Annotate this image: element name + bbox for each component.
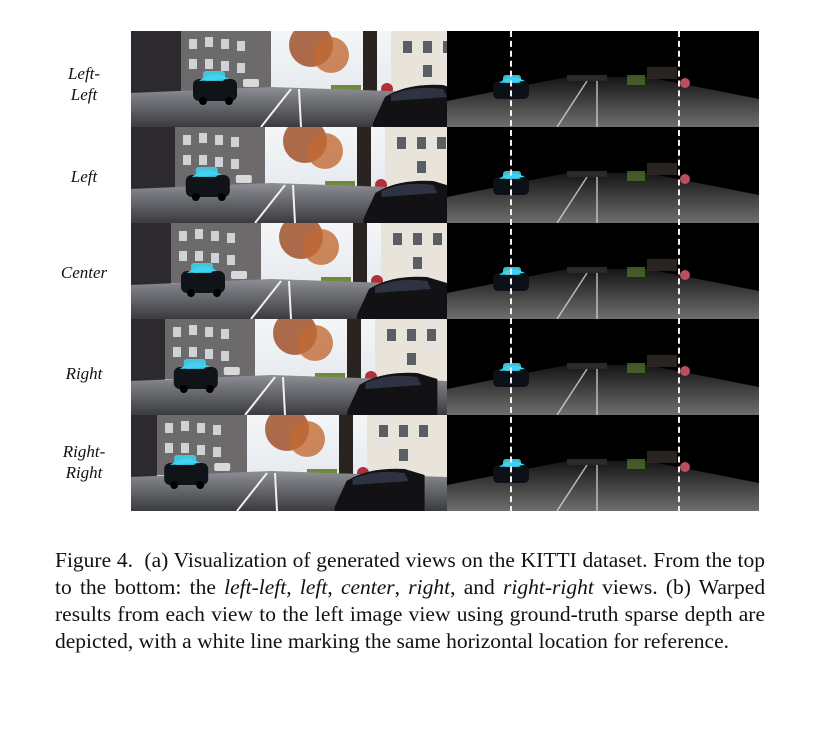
warped-result-right (447, 319, 759, 415)
row-label-right: Right (65, 364, 103, 383)
generated-view-right (131, 319, 447, 415)
warped-result-right-right (447, 415, 759, 511)
caption-view-center: center (340, 575, 395, 599)
row-label-right-right: Right- Right (62, 442, 106, 482)
row-label-center: Center (60, 263, 108, 282)
row-label-left: Left (70, 167, 98, 186)
caption-part-b: views. (b) Warped results from each view to the left image view using ground-truth sparse depth are depicted, with a white line marking the same horizontal location for reference. (55, 575, 766, 653)
generated-view-center (131, 223, 447, 319)
caption-view-right: right (408, 575, 451, 599)
generated-view-left (131, 127, 447, 223)
generated-view-right-right (131, 415, 447, 511)
warped-result-left-left (447, 31, 759, 127)
caption-view-left-left: left-left (224, 575, 287, 599)
figure-number: Figure 4. (55, 548, 133, 572)
figure-caption: Figure 4. (a) Visualization of generated views on the KITTI dataset. From the top to the bottom: the left-left, left, center, right, and right-right views. (b) Warped results from each view to the left image view using ground-truth sparse depth are depicted, with a white line marking the same horizontal location for reference. (55, 548, 766, 653)
caption-view-right-right: right-right (503, 575, 594, 599)
generated-view-left-left (131, 31, 447, 127)
row-label-left-left: Left- Left (67, 64, 101, 104)
reference-line-left (510, 31, 512, 512)
warped-result-left (447, 127, 759, 223)
reference-line-right (678, 31, 680, 512)
caption-view-left: left (299, 575, 328, 599)
warped-result-center (447, 223, 759, 319)
caption-part-a: (a) Visualization of generated views on the KITTI dataset. From the top to the bottom: the (55, 548, 765, 599)
